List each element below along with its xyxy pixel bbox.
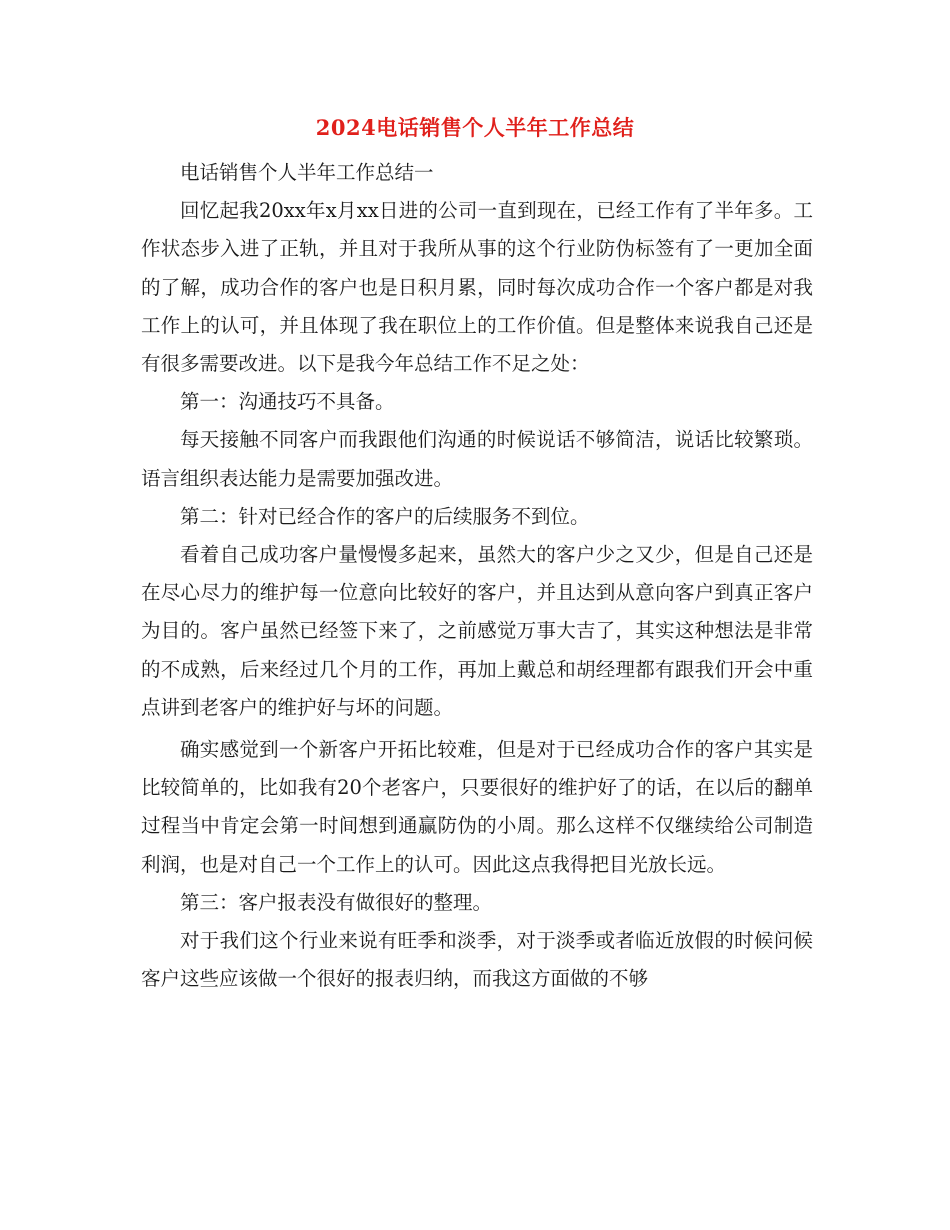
paragraph: 确实感觉到一个新客户开拓比较难，但是对于已经成功合作的客户其实是比较简单的，比如我有20个老客户，只要很好的维护好了的话，在以后的翻单过程当中肯定会第一时间想到通赢防伪的小周。那么这样不仅继续给公司制造利润，也是对自己一个工作上的认可。因此这点我得把目光放长远。 — [141, 738, 813, 876]
document-body — [141, 154, 813, 998]
paragraph-heading-2: 第二：针对已经合作的客户的后续服务不到位。 — [180, 504, 590, 528]
paragraph: 回忆起我20xx年x月xx日进的公司一直到现在，已经工作有了半年多。工作状态步入进了正轨，并且对于我所从事的这个行业防伪标签有了一更加全面的了解，成功合作的客户也是日积月累，同时每次成功合作一个客户都是对我工作上的认可，并且体现了我在职位上的工作价值。但是整体来说我自己还是有很多需要改进。以下是我今年总结工作不足之处： — [141, 199, 813, 376]
paragraph: 每天接触不同客户而我跟他们沟通的时候说话不够简洁，说话比较繁琐。语言组织表达能力是需要加强改进。 — [141, 428, 813, 490]
paragraph: 对于我们这个行业来说有旺季和淡季，对于淡季或者临近放假的时候问候客户这些应该做一个很好的报表归纳，而我这方面做的不够 — [141, 929, 813, 991]
paragraph-subtitle: 电话销售个人半年工作总结一 — [180, 161, 434, 184]
paragraph-heading-1: 第一：沟通技巧不具备。 — [180, 390, 395, 414]
paragraph: 看着自己成功客户量慢慢多起来，虽然大的客户少之又少，但是自己还是在尽心尽力的维护每一位意向比较好的客户，并且达到从意向客户到真正客户为目的。客户虽然已经签下来了，之前感觉万事大吉了，其实这种想法是非常的不成熟，后来经过几个月的工作，再加上戴总和胡经理都有跟我们开会中重点讲到老客户的维护好与坏的问题。 — [141, 543, 813, 719]
paragraph-heading-3: 第三：客户报表没有做很好的整理。 — [180, 890, 493, 914]
document-title: 2024电话销售个人半年工作总结 — [315, 115, 635, 140]
